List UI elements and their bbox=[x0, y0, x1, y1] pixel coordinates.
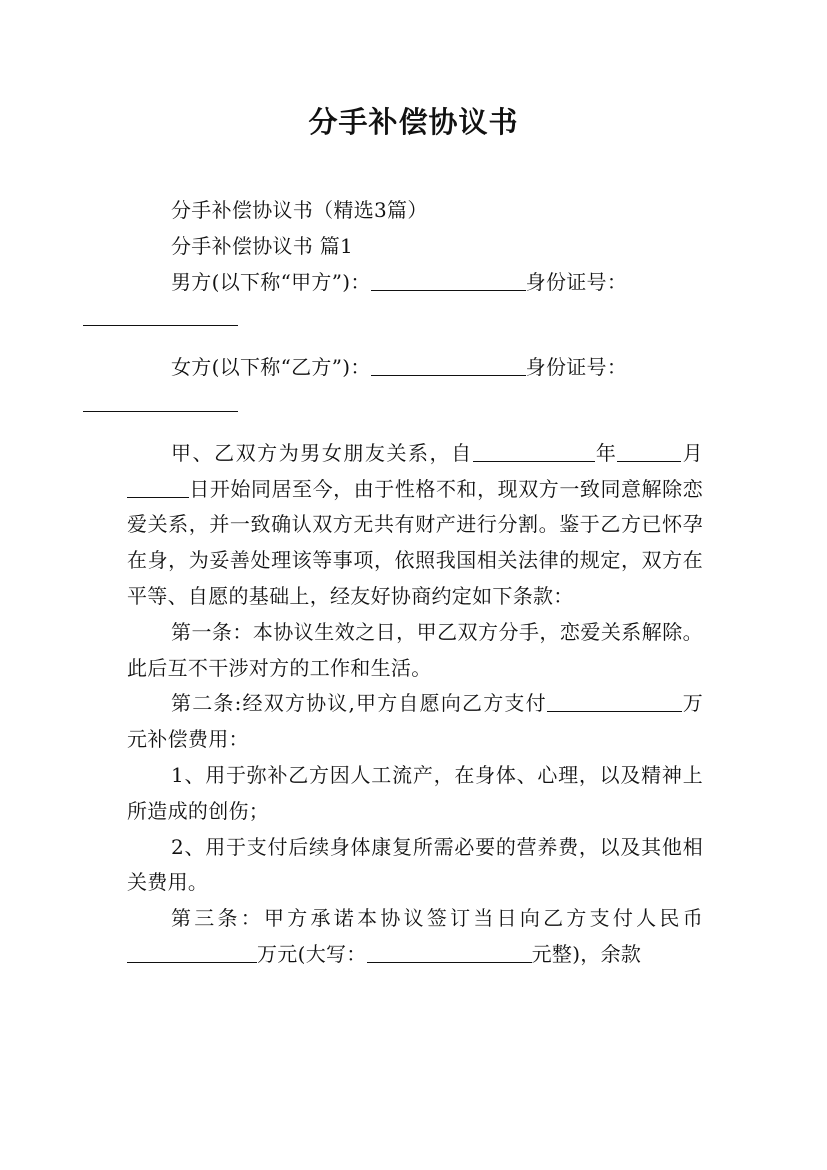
month-label: 月 bbox=[681, 440, 703, 465]
article-2-text-b: 万元补偿费用： bbox=[127, 691, 703, 752]
month-blank bbox=[617, 441, 681, 462]
party-a-name-blank bbox=[371, 270, 526, 291]
item-2 bbox=[127, 830, 703, 902]
document-subtitle bbox=[127, 193, 703, 229]
party-b-id-blank bbox=[83, 391, 238, 412]
intro-text-a: 甲、乙双方为男女朋友关系，自 bbox=[171, 440, 473, 465]
item-1-text: 1、用于弥补乙方因人工流产，在身体、心理，以及精神上所造成的创伤； bbox=[127, 762, 703, 823]
party-b-name-blank bbox=[371, 355, 526, 376]
party-a-line bbox=[127, 265, 703, 337]
article-3-text-a: 第三条：甲方承诺本协议签订当日向乙方支付人民币 bbox=[171, 906, 703, 931]
section-heading bbox=[127, 229, 703, 265]
party-b-label: 女方(以下称“乙方”)： bbox=[171, 355, 371, 380]
party-b-id-label: 身份证号： bbox=[525, 355, 628, 380]
article-3-text-b: 万元(大写： bbox=[257, 941, 367, 966]
article-3-text-c: 元整)，余款 bbox=[531, 941, 642, 966]
subtitle-text: 分手补偿协议书（精选3篇） bbox=[171, 198, 428, 222]
day-blank bbox=[127, 477, 189, 498]
section-heading-text: 分手补偿协议书 篇1 bbox=[171, 233, 354, 258]
intro-text-b: 日开始同居至今，由于性格不和，现双方一致同意解除恋爱关系，并一致确认双方无共有财产进行分割。鉴于乙方已怀孕在身，为妥善处理该等事项，依照我国相关法律的规定，双方在平等、自愿的基础上，经友好协商约定如下条款： bbox=[127, 476, 703, 608]
year-label: 年 bbox=[594, 440, 618, 465]
party-b-line bbox=[127, 350, 703, 422]
item-2-text: 2、用于支付后续身体康复所需必要的营养费，以及其他相关费用。 bbox=[127, 834, 703, 895]
year-blank bbox=[473, 441, 595, 462]
party-a-label: 男方(以下称“甲方”)： bbox=[171, 269, 371, 294]
article-3 bbox=[127, 901, 703, 973]
rmb-amount-blank bbox=[127, 942, 257, 963]
document-title: 分手补偿协议书 bbox=[308, 105, 519, 139]
amount-in-words-blank bbox=[367, 942, 532, 963]
article-2 bbox=[127, 686, 703, 758]
article-1-text: 第一条：本协议生效之日，甲乙双方分手，恋爱关系解除。此后互不干涉对方的工作和生活。 bbox=[127, 619, 703, 680]
party-a-id-blank bbox=[83, 305, 238, 326]
party-a-id-label: 身份证号： bbox=[525, 269, 628, 294]
article-1 bbox=[127, 615, 703, 687]
item-1 bbox=[127, 758, 703, 830]
article-2-text-a: 第二条:经双方协议,甲方自愿向乙方支付 bbox=[171, 691, 547, 716]
paragraph-intro bbox=[127, 436, 703, 615]
document-body bbox=[127, 193, 703, 973]
compensation-amount-blank bbox=[547, 691, 682, 712]
